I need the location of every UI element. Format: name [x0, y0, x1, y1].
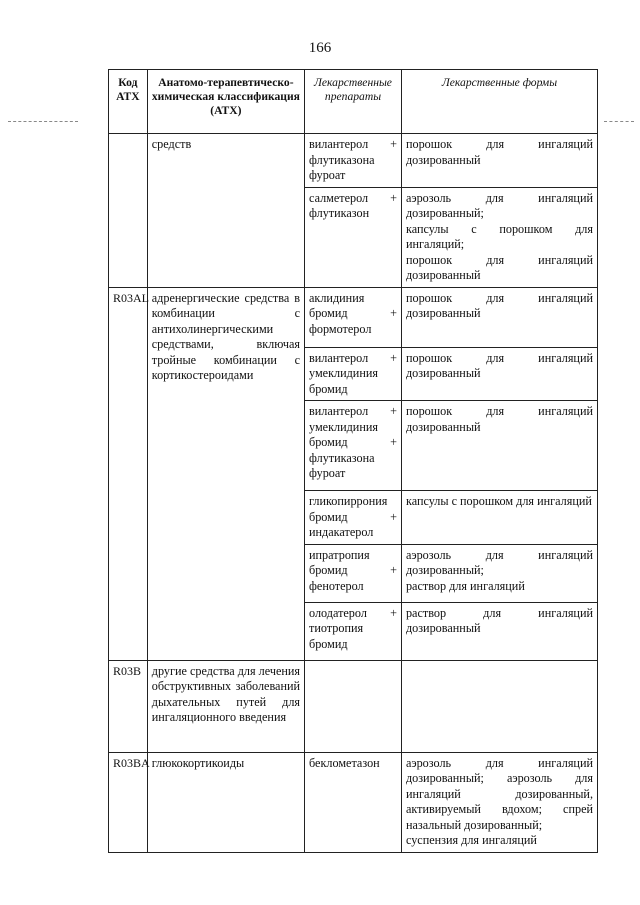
drug-name-line: бромид + [309, 509, 397, 524]
atx-code-cell: R03B [109, 660, 148, 752]
drug-name-line: вилантерол + [309, 404, 397, 418]
drug-name-line: фуроат [309, 466, 346, 480]
dosage-form-cell [401, 491, 597, 545]
table-row [109, 660, 598, 752]
dosage-form-line: порошок для ингаляций дозированный [405, 404, 593, 434]
dosage-form-cell [401, 602, 597, 660]
drug-name-line: беклометазон [309, 755, 380, 770]
drug-name-line: тиотропия [309, 621, 364, 635]
atx-code-cell: R03BA [109, 752, 148, 852]
atx-code-cell [109, 134, 148, 288]
margin-mark-left [8, 121, 78, 122]
drug-name-line: флутиказона [309, 450, 375, 465]
drug-cell [305, 187, 402, 287]
drug-name-line: вилантерол + [309, 350, 397, 365]
dosage-form-line: раствор для ингаляций дозированный [405, 605, 593, 635]
dosage-form-line: аэрозоль для ингаляций дозированный; аэрозоль для ингаляций дозированный, активируемый вдохом; спрей назальный дозированный; [405, 755, 593, 832]
table-row [109, 287, 598, 347]
drug-cell [305, 134, 402, 188]
drug-name-line: аклидиния [309, 290, 365, 305]
drug-cell [305, 544, 402, 602]
page-number: 166 [308, 40, 332, 56]
dosage-form-cell [401, 544, 597, 602]
table-row [109, 134, 598, 188]
dosage-form-line: аэрозоль для ингаляций дозированный; [405, 547, 593, 577]
atx-classification-cell: глюкокортикоиды [147, 752, 304, 852]
drug-cell [305, 752, 402, 852]
drug-name-line: умеклидиния [309, 366, 378, 380]
dosage-form-cell [401, 660, 597, 752]
table-row [109, 752, 598, 852]
atx-table [108, 69, 598, 853]
drug-name-line: бромид [309, 381, 348, 396]
dosage-form-line: порошок для ингаляций дозированный [405, 252, 593, 282]
dosage-form-line: порошок для ингаляций дозированный [405, 290, 593, 320]
drug-cell [305, 660, 402, 752]
dosage-form-line: порошок для ингаляций дозированный [405, 350, 593, 380]
dosage-form-line: капсулы с порошком для ингаляций [405, 494, 592, 508]
dosage-form-line: капсулы с порошком для ингаляций; [405, 221, 593, 251]
margin-mark-right [604, 121, 634, 122]
atx-classification-cell: средств [147, 134, 304, 288]
atx-classification-cell: адренергические средства в комбинации с антихолинергическими средствами, включая тройные комбинации с кортикостероидами [147, 287, 304, 660]
drug-name-line: индакатерол [309, 525, 374, 539]
dosage-form-cell [401, 187, 597, 287]
dosage-form-line: раствор для ингаляций [405, 578, 525, 593]
drug-name-line: олодатерол + [309, 605, 397, 620]
table-header-row [109, 70, 598, 134]
drug-cell [305, 401, 402, 491]
drug-cell [305, 491, 402, 545]
dosage-form-cell [401, 752, 597, 852]
dosage-form-cell [401, 134, 597, 188]
drug-name-line: бромид + [309, 435, 397, 449]
drug-name-line: вилантерол + [309, 137, 397, 151]
atx-classification-cell: другие средства для лечения обструктивных заболеваний дыхательных путей для ингаляционного введения [147, 660, 304, 752]
header-forms: Лекарственные формы [401, 70, 597, 134]
header-drugs: Лекарственные препараты [305, 70, 402, 134]
drug-name-line: формотерол [309, 321, 372, 336]
drug-cell [305, 347, 402, 401]
drug-name-line: фуроат [309, 168, 346, 182]
atx-code-cell: R03AL [109, 287, 148, 660]
header-classification: Анатомо-терапевтическо-химическая классификация (АТХ) [147, 70, 304, 134]
drug-name-line: бромид + [309, 306, 397, 320]
dosage-form-line: суспензия для ингаляций [405, 833, 537, 847]
drug-name-line: фенотерол [309, 578, 364, 593]
dosage-form-cell [401, 287, 597, 347]
drug-cell [305, 602, 402, 660]
drug-name-line: гликопиррония [309, 494, 388, 508]
drug-name-line: флутиказон [309, 206, 370, 220]
drug-name-line: умеклидиния [309, 419, 378, 434]
drug-name-line: флутиказона [309, 152, 375, 167]
drug-name-line: салметерол + [309, 190, 397, 205]
header-code: Код АТХ [109, 70, 148, 134]
table-body [109, 134, 598, 853]
drug-name-line: бромид + [309, 563, 397, 577]
dosage-form-cell [401, 401, 597, 491]
drug-cell [305, 287, 402, 347]
drug-name-line: бромид [309, 636, 348, 651]
dosage-form-line: аэрозоль для ингаляций дозированный; [405, 190, 593, 220]
drug-name-line: ипратропия [309, 547, 370, 562]
dosage-form-cell [401, 347, 597, 401]
dosage-form-line: порошок для ингаляций дозированный [405, 137, 593, 167]
